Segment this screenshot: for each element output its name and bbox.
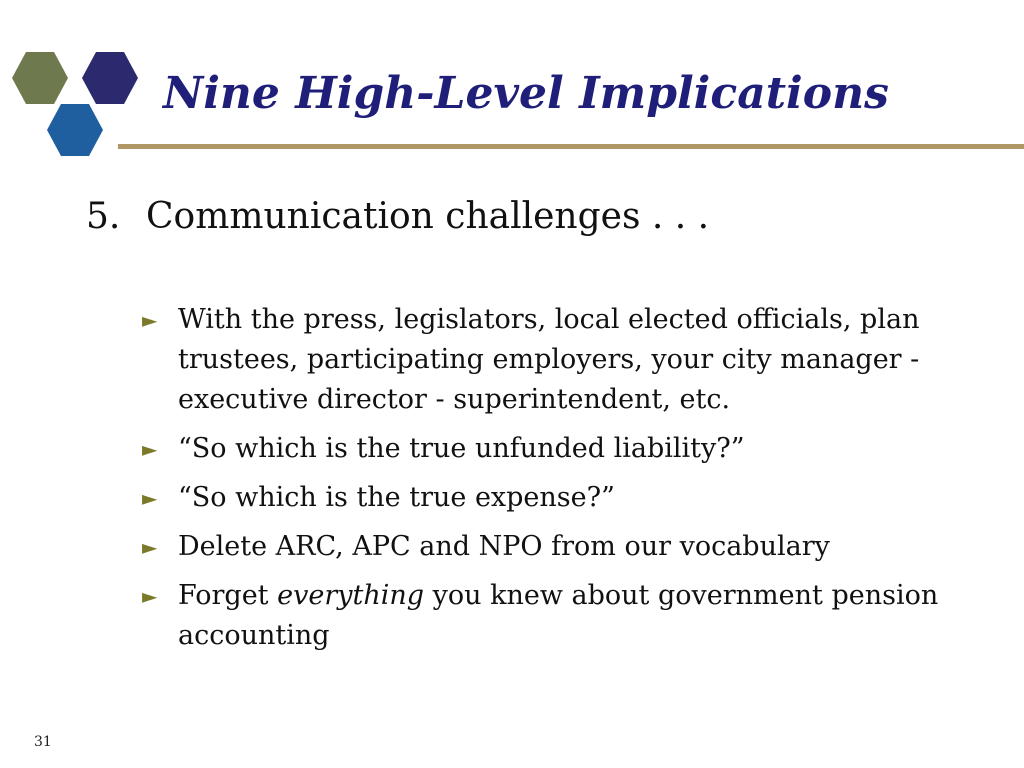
page-number: 31 [34, 734, 52, 750]
blue-hexagon [47, 104, 103, 156]
bullet-text: Delete ARC, APC and NPO from our vocabulary [178, 531, 830, 562]
purple-hexagon [82, 52, 138, 104]
bullet-list [142, 300, 992, 665]
triangle-bullet-icon: ► [142, 486, 158, 510]
bullet-text-after: you knew about government pension accounting [178, 580, 939, 651]
slide-title: Nine High-Level Implications [163, 68, 889, 119]
point-text: Communication challenges . . . [146, 196, 710, 237]
point-number: 5. [86, 196, 121, 237]
list-item [142, 300, 992, 420]
list-item [142, 429, 992, 469]
hexagon-cluster-icon [10, 48, 150, 168]
green-hexagon [12, 52, 68, 104]
triangle-bullet-icon: ► [142, 308, 158, 332]
list-item [142, 478, 992, 518]
list-item [142, 527, 992, 567]
bullet-text-before: Forget [178, 580, 278, 611]
bullet-text [178, 580, 938, 651]
list-item [142, 576, 992, 656]
title-divider [118, 144, 1024, 149]
triangle-bullet-icon: ► [142, 437, 158, 461]
bullet-text: “So which is the true expense?” [178, 482, 615, 513]
numbered-point [86, 194, 709, 240]
bullet-text: “So which is the true unfunded liability?” [178, 433, 745, 464]
triangle-bullet-icon: ► [142, 535, 158, 559]
bullet-emphasis: everything [277, 580, 425, 611]
triangle-bullet-icon: ► [142, 584, 158, 608]
bullet-text: With the press, legislators, local elected officials, plan trustees, participating employers, your city manager - executive director - superintendent, etc. [178, 304, 920, 415]
